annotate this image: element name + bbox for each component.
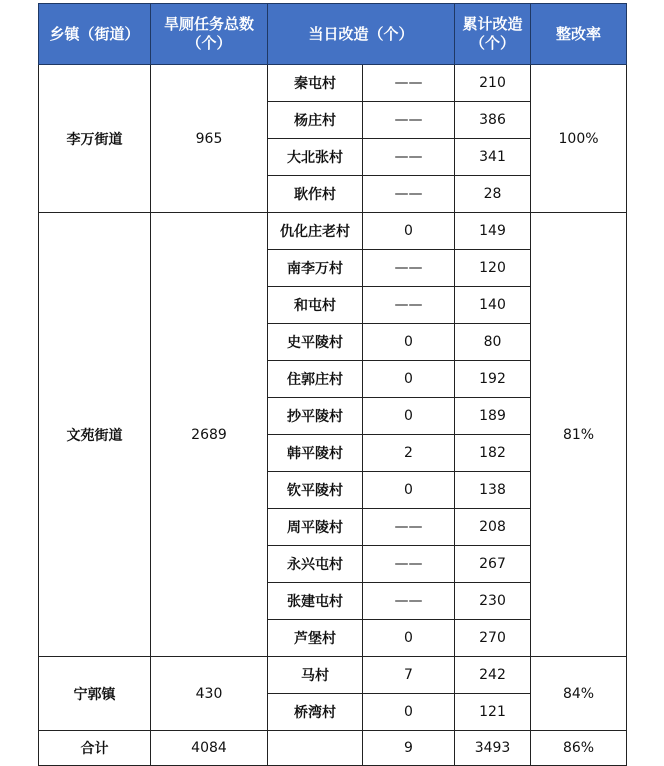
village-name: 抄平陵村 <box>268 398 363 435</box>
cumulative-count: 341 <box>455 139 531 176</box>
village-name: 马村 <box>268 657 363 694</box>
daily-count: 0 <box>363 213 455 250</box>
total-cumulative: 3493 <box>455 731 531 766</box>
daily-count: —— <box>363 102 455 139</box>
cumulative-count: 270 <box>455 620 531 657</box>
header-town: 乡镇（街道） <box>39 4 151 65</box>
daily-count: —— <box>363 546 455 583</box>
table-row <box>39 65 627 102</box>
total-daily: 9 <box>363 731 455 766</box>
task-total: 2689 <box>151 213 268 657</box>
cumulative-count: 138 <box>455 472 531 509</box>
daily-count: 7 <box>363 657 455 694</box>
total-row <box>39 731 627 766</box>
header-cumulative-line1: 累计改造 <box>462 15 523 33</box>
total-task: 4084 <box>151 731 268 766</box>
cumulative-count: 192 <box>455 361 531 398</box>
daily-count: 0 <box>363 324 455 361</box>
cumulative-count: 182 <box>455 435 531 472</box>
header-cumulative-line2: （个） <box>470 34 516 52</box>
daily-count: 0 <box>363 398 455 435</box>
village-name: 南李万村 <box>268 250 363 287</box>
daily-count: —— <box>363 250 455 287</box>
header-cumulative <box>455 4 531 65</box>
cumulative-count: 267 <box>455 546 531 583</box>
cumulative-count: 189 <box>455 398 531 435</box>
task-total: 430 <box>151 657 268 731</box>
task-total: 965 <box>151 65 268 213</box>
rectification-rate: 100% <box>531 65 627 213</box>
village-name: 芦堡村 <box>268 620 363 657</box>
header-row <box>39 4 627 65</box>
cumulative-count: 149 <box>455 213 531 250</box>
town-name: 宁郭镇 <box>39 657 151 731</box>
daily-count: 0 <box>363 620 455 657</box>
cumulative-count: 208 <box>455 509 531 546</box>
header-task-line2: （个） <box>186 34 232 52</box>
table-body <box>39 65 627 766</box>
town-name: 文苑街道 <box>39 213 151 657</box>
daily-count: 2 <box>363 435 455 472</box>
daily-count: 0 <box>363 694 455 731</box>
total-village <box>268 731 363 766</box>
village-name: 秦屯村 <box>268 65 363 102</box>
cumulative-count: 210 <box>455 65 531 102</box>
village-name: 杨庄村 <box>268 102 363 139</box>
town-name: 李万街道 <box>39 65 151 213</box>
header-task-line1: 旱厕任务总数 <box>163 15 254 33</box>
rectification-rate: 81% <box>531 213 627 657</box>
total-rate: 86% <box>531 731 627 766</box>
toilet-renovation-table <box>38 3 627 766</box>
daily-count: —— <box>363 287 455 324</box>
village-name: 永兴屯村 <box>268 546 363 583</box>
cumulative-count: 121 <box>455 694 531 731</box>
village-name: 住郭庄村 <box>268 361 363 398</box>
village-name: 周平陵村 <box>268 509 363 546</box>
village-name: 大北张村 <box>268 139 363 176</box>
cumulative-count: 120 <box>455 250 531 287</box>
cumulative-count: 80 <box>455 324 531 361</box>
header-rate: 整改率 <box>531 4 627 65</box>
daily-count: 0 <box>363 361 455 398</box>
daily-count: —— <box>363 139 455 176</box>
village-name: 钦平陵村 <box>268 472 363 509</box>
village-name: 和屯村 <box>268 287 363 324</box>
daily-count: —— <box>363 65 455 102</box>
cumulative-count: 386 <box>455 102 531 139</box>
table-row <box>39 657 627 694</box>
table-row <box>39 213 627 250</box>
village-name: 耿作村 <box>268 176 363 213</box>
cumulative-count: 28 <box>455 176 531 213</box>
header-task-total <box>151 4 268 65</box>
daily-count: —— <box>363 176 455 213</box>
village-name: 桥湾村 <box>268 694 363 731</box>
village-name: 韩平陵村 <box>268 435 363 472</box>
village-name: 史平陵村 <box>268 324 363 361</box>
daily-count: —— <box>363 509 455 546</box>
village-name: 仇化庄老村 <box>268 213 363 250</box>
daily-count: —— <box>363 583 455 620</box>
village-name: 张建屯村 <box>268 583 363 620</box>
header-daily: 当日改造（个） <box>268 4 455 65</box>
rectification-rate: 84% <box>531 657 627 731</box>
cumulative-count: 242 <box>455 657 531 694</box>
total-label: 合计 <box>39 731 151 766</box>
cumulative-count: 140 <box>455 287 531 324</box>
cumulative-count: 230 <box>455 583 531 620</box>
daily-count: 0 <box>363 472 455 509</box>
table-header <box>39 4 627 65</box>
